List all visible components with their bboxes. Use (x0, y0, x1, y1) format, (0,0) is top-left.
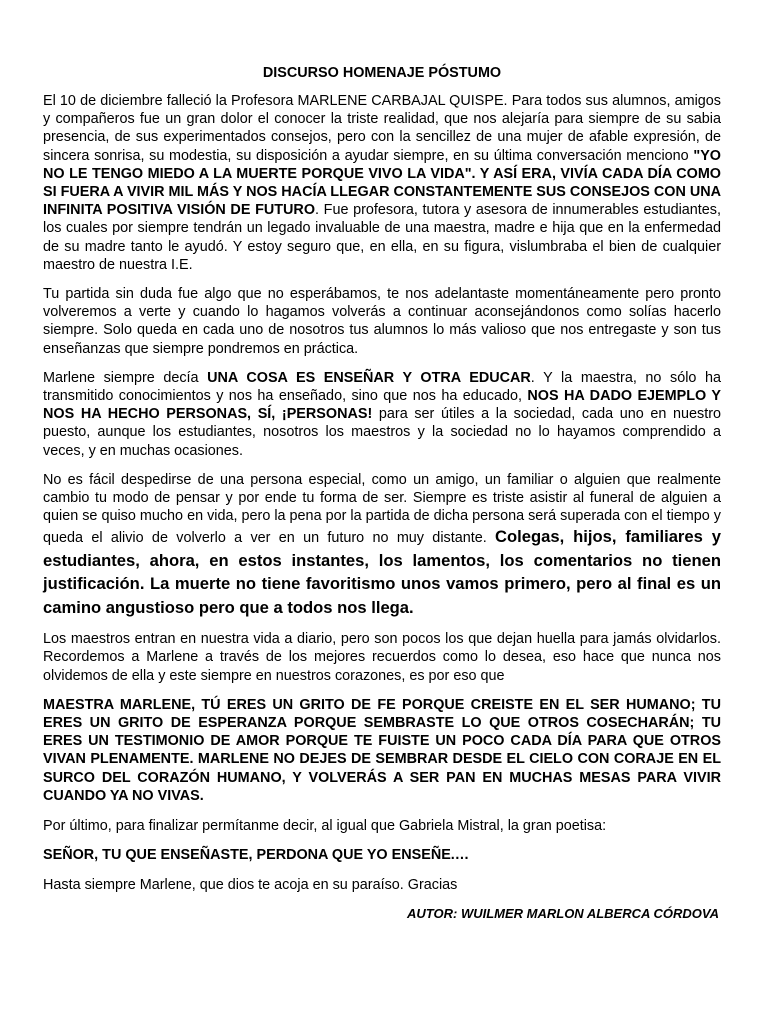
paragraph-3-bold-b: NOS HA DADO EJEMPLO Y NOS HA HECHO PERSONAS, SÍ, ¡PERSONAS! (43, 388, 721, 423)
paragraph-4 (43, 471, 721, 619)
paragraph-3 (43, 369, 721, 460)
paragraph-6-tribute: MAESTRA MARLENE, TÚ ERES UN GRITO DE FE PORQUE CREISTE EN EL SER HUMANO; TU ERES UN GRITO DE ESPERANZA PORQUE SEMBRASTE LO QUE OTROS COSECHARÁN; TU ERES UN TESTIMONIO DE AMOR PORQUE TE FUISTE UN POCO CADA DÍA PARA QUE OTROS VIVAN PLENAMENTE. MARLENE NO DEJES DE SEMBRAR DESDE EL CIELO CON CORAJE EN EL SURCO DEL CORAZÓN HUMANO, Y VOLVERÁS A SER PAN EN MUCHAS MESAS PARA VIVIR CUANDO YA NO VIVAS. (43, 696, 721, 804)
paragraph-3-text-c: para ser útiles a la sociedad, cada uno en nuestro puesto, aunque los estudiantes, nosotros los maestros y la sociedad no lo hayamos comprendido a veces, y en muchas ocasiones. (43, 406, 721, 459)
document-page (43, 64, 721, 921)
paragraph-1-text-b: . Fue profesora, tutora y asesora de innumerables estudiantes, los cuales por siempre tendrán un legado invaluable de una maestra, madre e hija que en la enfermedad de su madre tanto le ayudó. Y estoy seguro que, en ella, en su figura, vislumbraba el bien de cualquier maestro de nuestra I.E. (43, 202, 721, 273)
paragraph-1-bold-quote: "YO NO LE TENGO MIEDO A LA MUERTE PORQUE VIVO LA VIDA". Y ASÍ ERA, VIVÍA CADA DÍA COMO SI FUERA A VIVIR MIL MÁS Y NOS HACÍA LLEGAR CONSTANTEMENTE SUS CONSEJOS CON UNA INFINITA POSITIVA VISIÓN DE FUTURO (43, 147, 722, 219)
document-title: DISCURSO HOMENAJE PÓSTUMO (262, 65, 502, 81)
paragraph-9: Hasta siempre Marlene, que dios te acoja en su paraíso. Gracias (43, 877, 458, 894)
paragraph-2: Tu partida sin duda fue algo que no esperábamos, te nos adelantaste momentáneamente pero pronto volveremos a verte y cuando lo hagamos volverás a continuar aconsejándonos como solías hacerlo siempre. Solo queda en cada uno de nosotros tus alumnos lo más valioso que nos entregaste y son tus enseñanzas que siempre pondremos en práctica. (43, 286, 721, 357)
author-line: AUTOR: WUILMER MARLON ALBERCA CÓRDOVA (407, 905, 719, 921)
paragraph-4-text: No es fácil despedirse de una persona especial, como un amigo, un familiar o alguien que realmente cambio tu modo de pensar y por ende tu forma de ser. Siempre es triste asistir al funeral de alguien a quien se quiso mucho en vida, pero la pena por la partida de dicha persona será superada con el tiempo y queda el alivio de volverlo a ver en un futuro no muy distante. (43, 471, 721, 547)
paragraph-1-text-a: El 10 de diciembre falleció la Profesora MARLENE CARBAJAL QUISPE. Para todos sus alumnos, amigos y compañeros fue un gran dolor el conocer la triste realidad, que nos alejaría para siempre de su sabia presencia, de sus experimentados consejos, pero con la sencillez de una mujer de afable expresión, de sincera sonrisa, su modestia, su disposición a ayudar siempre, en su última conversación menciono (43, 93, 721, 164)
paragraph-3-text-b: . Y la maestra, no sólo ha transmitido conocimientos y nos ha enseñado, sino que nos ha educado, (43, 369, 721, 405)
paragraph-5: Los maestros entran en nuestra vida a diario, pero son pocos los que dejan huella para jamás olvidarlos. Recordemos a Marlene a través de los mejores recuerdos como lo desea, eso hace que nunca nos olvidemos de ella y este siempre en nuestros corazones, es por eso que (43, 631, 721, 684)
paragraph-3-text-a: Marlene siempre decía (43, 369, 208, 386)
paragraph-4-bold-large: Colegas, hijos, familiares y estudiantes, ahora, en estos instantes, los lamentos, los comentarios no tienen justificación. La muerte no tiene favoritismo unos vamos primero, pero al final es un camino angustioso pero que a todos nos llega. (43, 527, 721, 617)
paragraph-1 (43, 92, 721, 274)
paragraph-3-bold-a: UNA COSA ES ENSEÑAR Y OTRA EDUCAR (207, 369, 531, 386)
paragraph-7: Por último, para finalizar permítanme decir, al igual que Gabriela Mistral, la gran poetisa: (43, 817, 607, 834)
paragraph-8-quote: SEÑOR, TU QUE ENSEÑASTE, PERDONA QUE YO ENSEÑE.… (43, 847, 470, 864)
